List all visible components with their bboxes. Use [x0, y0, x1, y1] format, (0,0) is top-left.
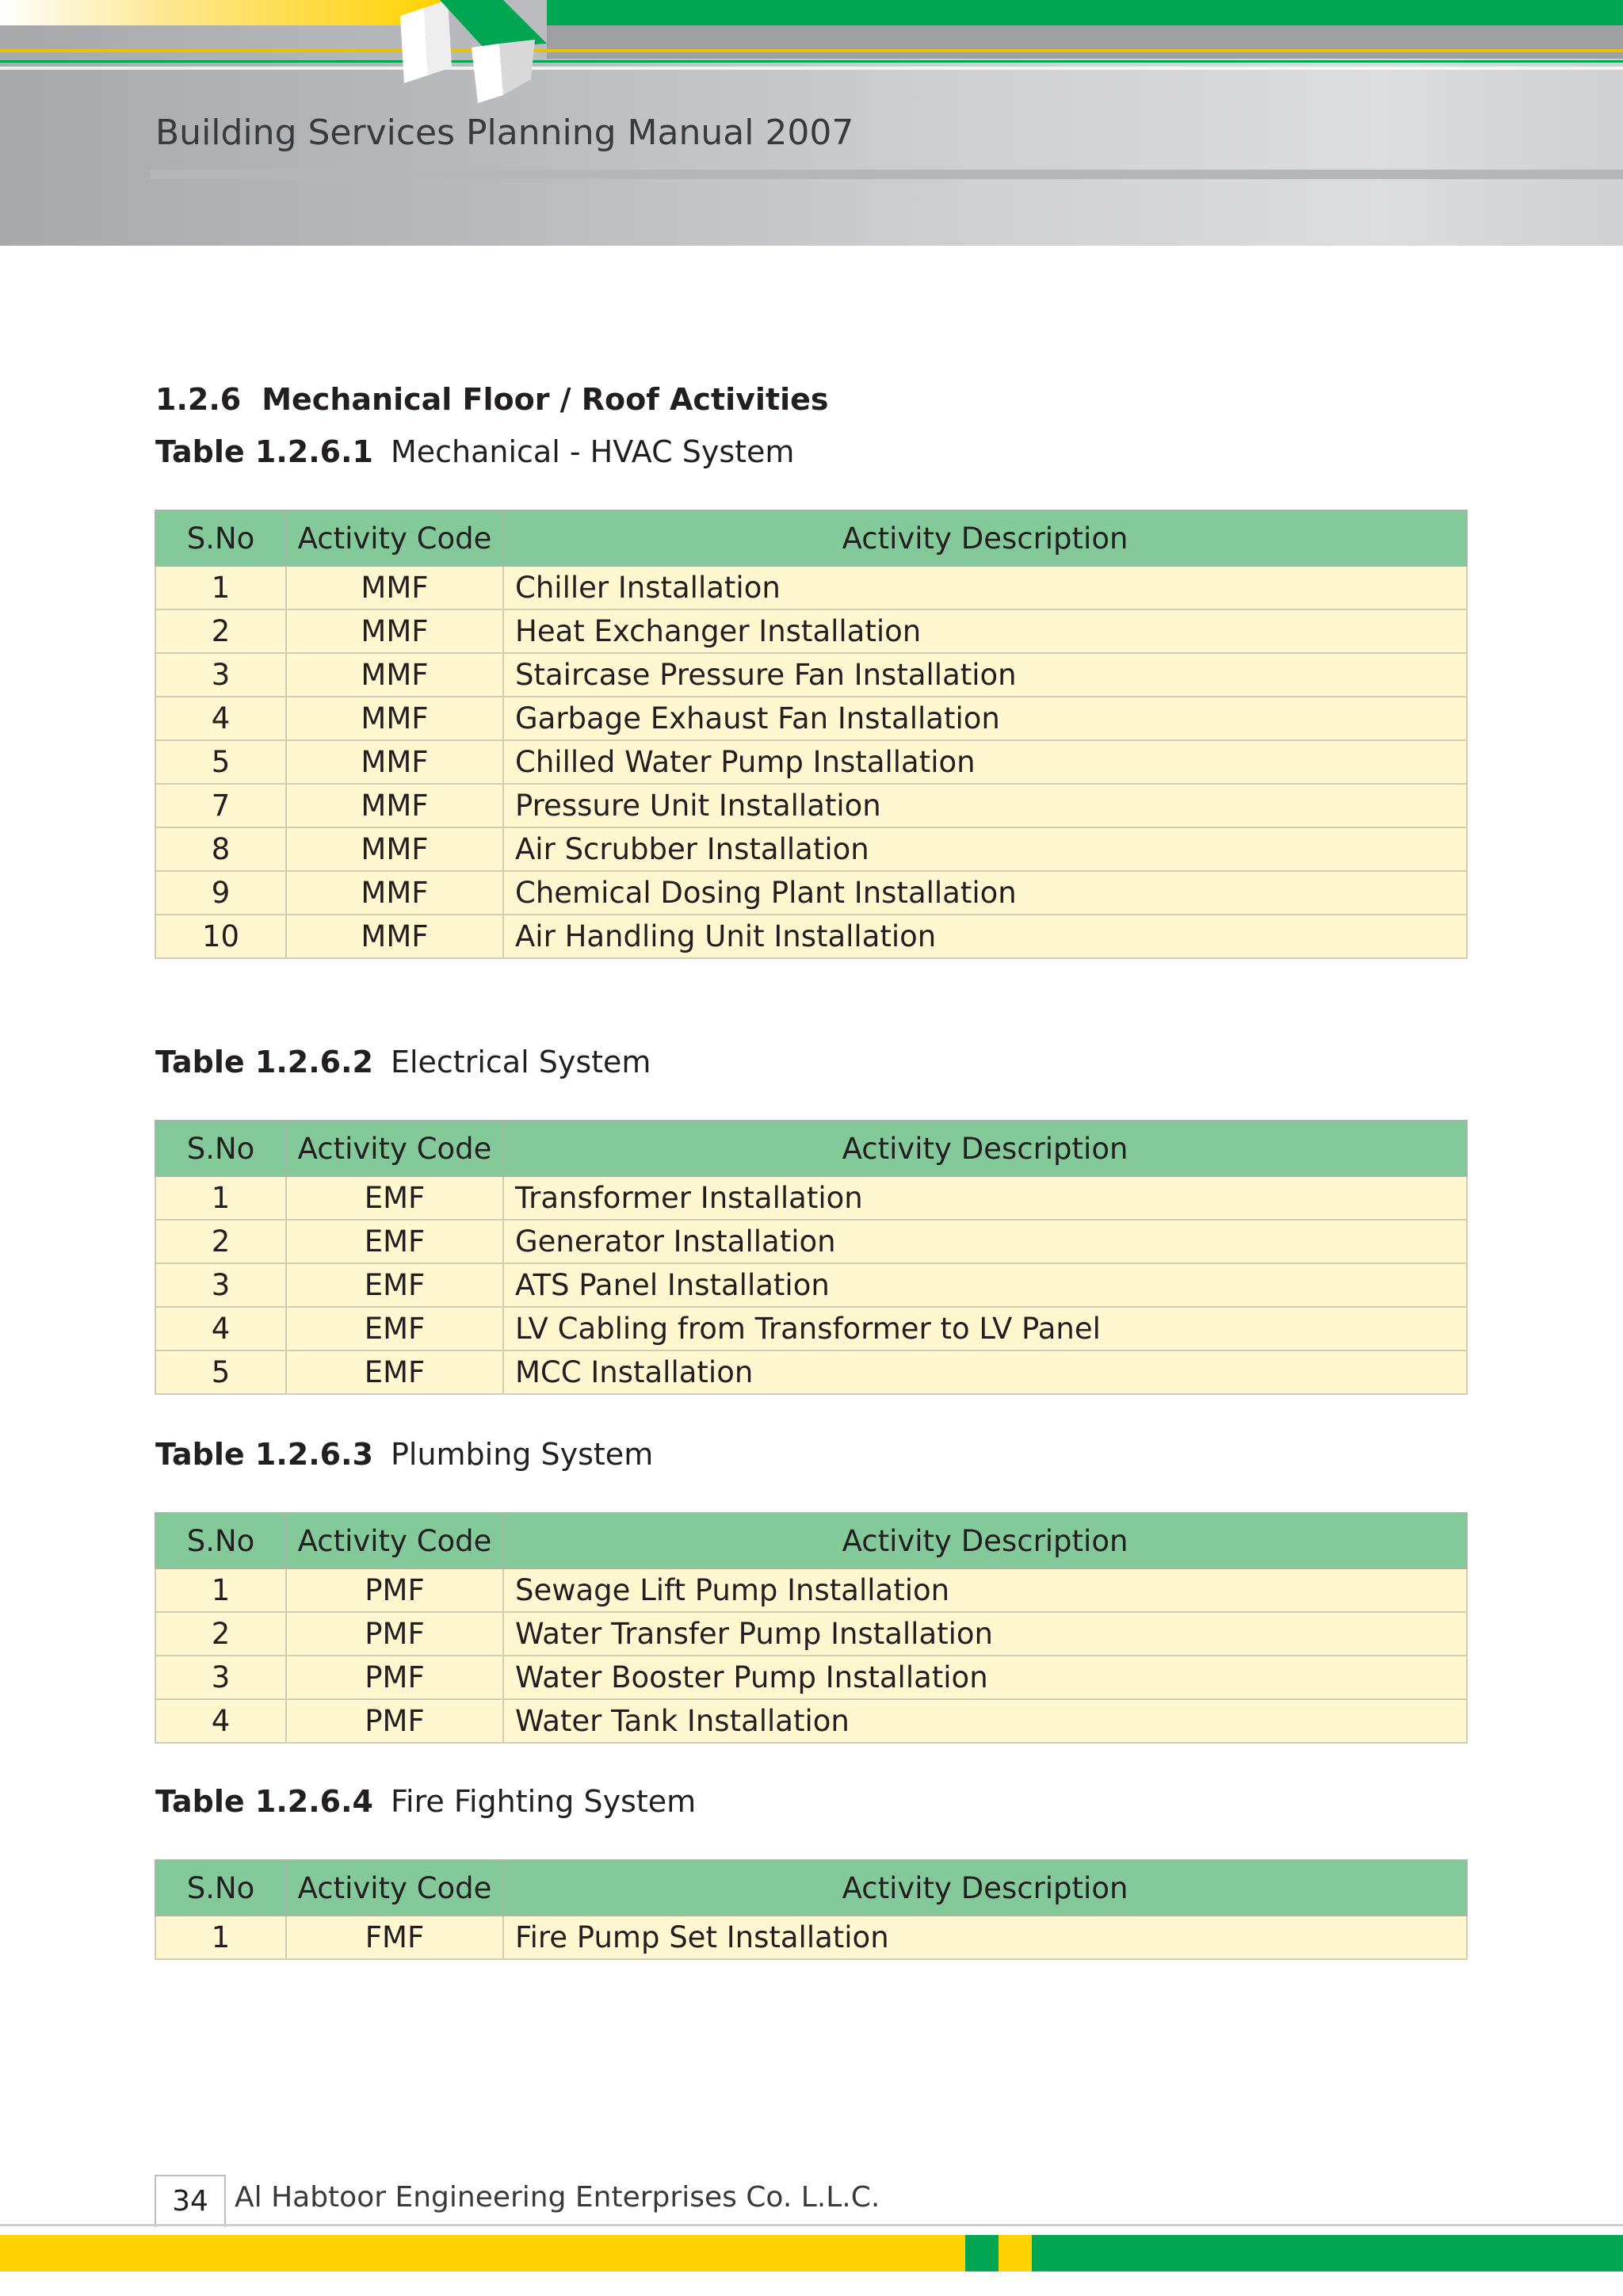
document-title: Building Services Planning Manual 2007 — [155, 113, 854, 153]
column-header-description: Activity Description — [503, 1121, 1467, 1176]
table-caption-plumbing — [155, 1437, 653, 1472]
cell-sno: 1 — [155, 566, 286, 609]
table-row — [155, 1220, 1467, 1263]
table-row — [155, 784, 1467, 827]
table-number: Table 1.2.6.3 — [155, 1437, 373, 1472]
cell-description: Garbage Exhaust Fan Installation — [503, 697, 1467, 740]
table-hvac — [155, 510, 1468, 959]
column-header-description: Activity Description — [503, 1860, 1467, 1916]
building-logo-icon — [392, 0, 575, 103]
header-green-stripe — [547, 0, 1623, 25]
table-number: Table 1.2.6.2 — [155, 1045, 373, 1079]
column-header-sno: S.No — [155, 1860, 286, 1916]
table-header-row — [155, 1513, 1467, 1568]
table-plumbing — [155, 1512, 1468, 1744]
cell-code: PMF — [286, 1656, 503, 1699]
table-row — [155, 1307, 1467, 1350]
cell-sno: 3 — [155, 653, 286, 697]
column-header-sno: S.No — [155, 1121, 286, 1176]
table-title: Mechanical - HVAC System — [390, 434, 795, 469]
header-white-line — [0, 67, 1623, 70]
cell-description: Chilled Water Pump Installation — [503, 740, 1467, 784]
cell-sno: 4 — [155, 1699, 286, 1743]
cell-description: Water Booster Pump Installation — [503, 1656, 1467, 1699]
column-header-code: Activity Code — [286, 510, 503, 566]
cell-sno: 1 — [155, 1176, 286, 1220]
header-grey-band — [547, 25, 1623, 59]
cell-description: MCC Installation — [503, 1350, 1467, 1394]
cell-description: Sewage Lift Pump Installation — [503, 1568, 1467, 1612]
cell-description: Water Tank Installation — [503, 1699, 1467, 1743]
footer-yellow-band — [0, 2235, 965, 2271]
table-row — [155, 1350, 1467, 1394]
cell-code: PMF — [286, 1699, 503, 1743]
table-caption-hvac — [155, 434, 794, 469]
column-header-sno: S.No — [155, 510, 286, 566]
cell-sno: 10 — [155, 915, 286, 958]
cell-sno: 2 — [155, 1220, 286, 1263]
cell-description: Heat Exchanger Installation — [503, 609, 1467, 653]
header-yellow-stripe — [0, 0, 444, 25]
table-row — [155, 871, 1467, 915]
cell-description: Chemical Dosing Plant Installation — [503, 871, 1467, 915]
cell-sno: 7 — [155, 784, 286, 827]
table-row — [155, 1612, 1467, 1656]
footer-yellow-block — [999, 2235, 1032, 2271]
cell-sno: 4 — [155, 1307, 286, 1350]
cell-description: Transformer Installation — [503, 1176, 1467, 1220]
page-header-banner — [0, 0, 1623, 246]
cell-description: Air Scrubber Installation — [503, 827, 1467, 871]
table-number: Table 1.2.6.4 — [155, 1784, 373, 1819]
cell-code: MMF — [286, 915, 503, 958]
cell-sno: 4 — [155, 697, 286, 740]
cell-code: MMF — [286, 653, 503, 697]
header-bottom-strip — [151, 170, 1623, 179]
table-row — [155, 915, 1467, 958]
cell-description: Water Transfer Pump Installation — [503, 1612, 1467, 1656]
cell-code: EMF — [286, 1263, 503, 1307]
header-green-line — [0, 60, 1623, 63]
table-row — [155, 1916, 1467, 1959]
cell-description: Chiller Installation — [503, 566, 1467, 609]
cell-code: MMF — [286, 609, 503, 653]
table-row — [155, 1568, 1467, 1612]
footer-green-block — [965, 2235, 999, 2271]
cell-code: EMF — [286, 1350, 503, 1394]
section-number: 1.2.6 — [155, 382, 242, 417]
cell-sno: 8 — [155, 827, 286, 871]
cell-sno: 1 — [155, 1568, 286, 1612]
cell-sno: 5 — [155, 1350, 286, 1394]
table-title: Electrical System — [390, 1045, 651, 1079]
column-header-description: Activity Description — [503, 1513, 1467, 1568]
cell-code: MMF — [286, 784, 503, 827]
header-yellow-line — [0, 49, 1623, 52]
table-row — [155, 1176, 1467, 1220]
table-row — [155, 827, 1467, 871]
cell-code: PMF — [286, 1612, 503, 1656]
cell-code: MMF — [286, 871, 503, 915]
cell-description: Fire Pump Set Installation — [503, 1916, 1467, 1959]
cell-code: EMF — [286, 1176, 503, 1220]
cell-sno: 2 — [155, 1612, 286, 1656]
table-row — [155, 740, 1467, 784]
column-header-code: Activity Code — [286, 1860, 503, 1916]
cell-sno: 9 — [155, 871, 286, 915]
footer-divider — [0, 2224, 1623, 2226]
column-header-description: Activity Description — [503, 510, 1467, 566]
table-caption-fire-fighting — [155, 1784, 696, 1819]
table-row — [155, 1263, 1467, 1307]
table-fire-fighting — [155, 1859, 1468, 1960]
table-header-row — [155, 1121, 1467, 1176]
cell-code: FMF — [286, 1916, 503, 1959]
cell-code: EMF — [286, 1220, 503, 1263]
cell-description: Pressure Unit Installation — [503, 784, 1467, 827]
cell-description: Air Handling Unit Installation — [503, 915, 1467, 958]
table-caption-electrical — [155, 1045, 651, 1079]
table-row — [155, 653, 1467, 697]
table-number: Table 1.2.6.1 — [155, 434, 373, 469]
cell-code: MMF — [286, 566, 503, 609]
table-row — [155, 1656, 1467, 1699]
cell-sno: 3 — [155, 1263, 286, 1307]
table-header-row — [155, 1860, 1467, 1916]
column-header-code: Activity Code — [286, 1513, 503, 1568]
cell-sno: 2 — [155, 609, 286, 653]
section-heading — [155, 382, 829, 417]
table-row — [155, 566, 1467, 609]
section-title: Mechanical Floor / Roof Activities — [262, 382, 829, 417]
table-row — [155, 1699, 1467, 1743]
cell-description: Generator Installation — [503, 1220, 1467, 1263]
table-header-row — [155, 510, 1467, 566]
cell-code: MMF — [286, 740, 503, 784]
table-row — [155, 609, 1467, 653]
table-row — [155, 697, 1467, 740]
footer-company-name: Al Habtoor Engineering Enterprises Co. L.L.C. — [235, 2181, 880, 2214]
cell-sno: 3 — [155, 1656, 286, 1699]
page-number: 34 — [155, 2175, 226, 2227]
cell-code: MMF — [286, 827, 503, 871]
column-header-code: Activity Code — [286, 1121, 503, 1176]
table-electrical — [155, 1120, 1468, 1395]
cell-sno: 1 — [155, 1916, 286, 1959]
table-title: Fire Fighting System — [390, 1784, 697, 1819]
cell-description: LV Cabling from Transformer to LV Panel — [503, 1307, 1467, 1350]
cell-description: Staircase Pressure Fan Installation — [503, 653, 1467, 697]
table-title: Plumbing System — [390, 1437, 654, 1472]
column-header-sno: S.No — [155, 1513, 286, 1568]
cell-description: ATS Panel Installation — [503, 1263, 1467, 1307]
cell-code: PMF — [286, 1568, 503, 1612]
footer-green-band — [1032, 2235, 1623, 2271]
cell-code: EMF — [286, 1307, 503, 1350]
cell-code: MMF — [286, 697, 503, 740]
cell-sno: 5 — [155, 740, 286, 784]
